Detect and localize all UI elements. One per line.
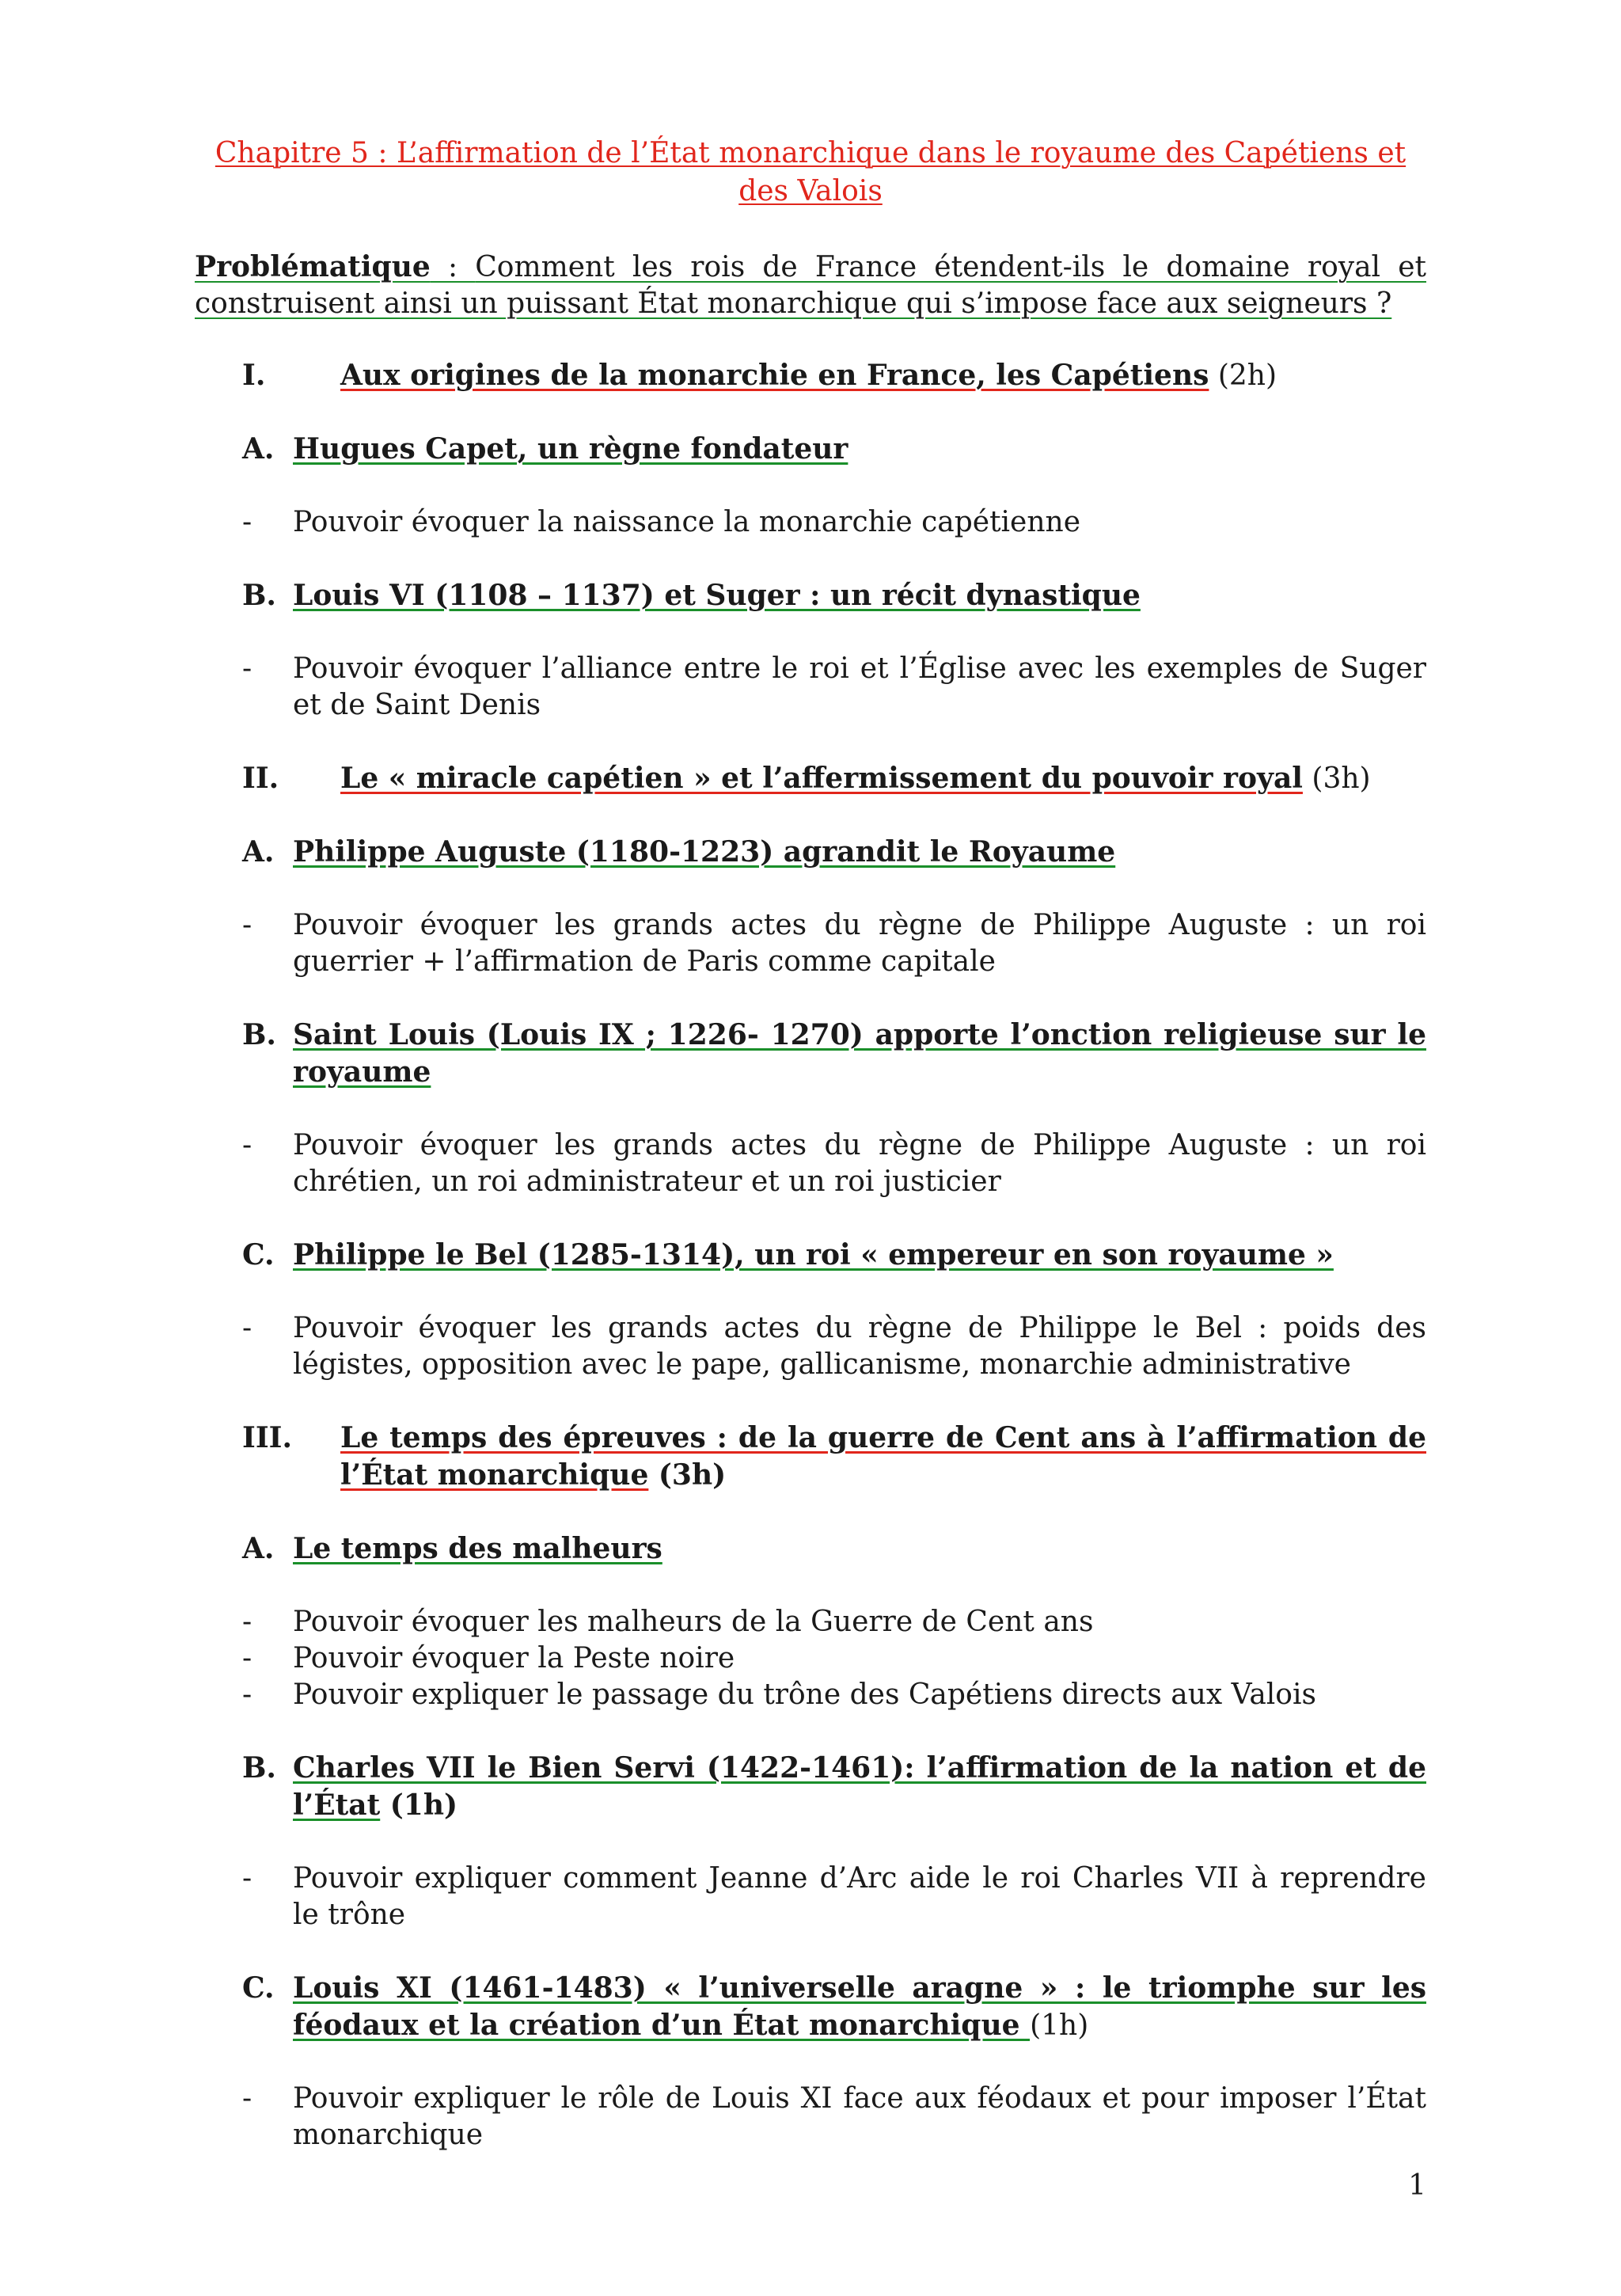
subsection-duration: (1h) [380,1789,458,1822]
list-item: - Pouvoir expliquer le rôle de Louis XI face aux féodaux et pour imposer l’État monarchique [242,2082,1426,2151]
section-number: I. [242,359,266,392]
subsection-heading [242,1017,1426,1091]
subsection-heading [242,1237,1426,1274]
list-item: - Pouvoir évoquer les malheurs de la Guerre de Cent ans [242,1606,1094,1638]
list-item: - Pouvoir évoquer la naissance la monarchie capétienne [242,506,1081,538]
chapter-title: Chapitre 5 : L’affirmation de l’État monarchique dans le royaume des Capétiens et des Valois [214,137,1407,207]
bullet-list [242,1861,1426,1933]
list-item: - Pouvoir évoquer la Peste noire [242,1642,735,1674]
subsection-heading [242,1530,1426,1568]
subsection-title: Louis VI (1108 – 1137) et Suger : un récit dynastique [293,579,1141,612]
subsection-title: Le temps des malheurs [293,1532,662,1565]
bullet-list [242,907,1426,980]
subsection-letter: B. [242,1018,276,1051]
section-number: II. [242,762,279,795]
list-item: - Pouvoir évoquer l’alliance entre le roi et l’Église avec les exemples de Suger et de Saint Denis [242,652,1426,721]
problematique-label: Problématique [195,250,431,283]
bullet-list [242,1127,1426,1200]
bullet-list [242,504,1426,541]
subsection-letter: C. [242,1238,275,1272]
subsection-letter: A. [242,432,275,466]
subsection-heading [242,1750,1426,1824]
list-item: - Pouvoir évoquer les grands actes du règne de Philippe Auguste : un roi chrétien, un roi administrateur et un roi justicier [242,1129,1426,1198]
bullet-list [242,651,1426,724]
section-duration: (3h) [1302,762,1371,795]
subsection-title: Saint Louis (Louis IX ; 1226- 1270) apporte l’onction religieuse sur le royaume [293,1018,1426,1089]
subsection-title: Philippe Auguste (1180-1223) agrandit le Royaume [293,835,1116,869]
section-heading [242,357,1426,394]
bullet-list [242,1310,1426,1383]
problematique-text: Comment les rois de France étendent-ils le domaine royal et construisent ainsi un puissant État monarchique qui s’impose face aux seigneurs ? [195,251,1426,320]
section-duration: (2h) [1209,359,1277,392]
subsection-heading [242,1970,1426,2044]
subsection-heading [242,577,1426,614]
section-heading [242,760,1426,797]
subsection-letter: A. [242,1532,275,1565]
subsection-letter: B. [242,1751,276,1785]
section-title: Aux origines de la monarchie en France, les Capétiens [340,359,1209,392]
subsection-title: Charles VII le Bien Servi (1422-1461): l’affirmation de la nation et de l’État [293,1751,1426,1822]
list-item: - Pouvoir expliquer le passage du trône des Capétiens directs aux Valois [242,1678,1316,1711]
list-item: - Pouvoir évoquer les grands actes du règne de Philippe Auguste : un roi guerrier + l’affirmation de Paris comme capitale [242,909,1426,978]
section-heading [242,1420,1426,1494]
subsection-title: Louis XI (1461-1483) « l’universelle aragne » : le triomphe sur les féodaux et la création d’un État monarchique [293,1971,1426,2042]
list-item: - Pouvoir expliquer comment Jeanne d’Arc aide le roi Charles VII à reprendre le trône [242,1862,1426,1931]
section-title: Le « miracle capétien » et l’affermissement du pouvoir royal [340,762,1303,795]
subsection-heading [242,834,1426,871]
section-number: III. [242,1421,293,1454]
subsection-duration: (1h) [1030,2009,1089,2042]
subsection-title: Hugues Capet, un règne fondateur [293,432,848,466]
section-duration: (3h) [648,1458,727,1492]
subsection-letter: A. [242,835,275,869]
list-item: - Pouvoir évoquer les grands actes du règne de Philippe le Bel : poids des légistes, opposition avec le pape, gallicanisme, monarchie administrative [242,1312,1426,1381]
subsection-letter: C. [242,1971,275,2005]
section-title: Le temps des épreuves : de la guerre de Cent ans à l’affirmation de l’État monarchique [340,1421,1426,1492]
bullet-list [242,2081,1426,2153]
subsection-title: Philippe le Bel (1285-1314), un roi « empereur en son royaume » [293,1238,1334,1272]
subsection-heading [242,431,1426,468]
problematique [195,249,1426,322]
problematique-sep: : [430,251,476,283]
subsection-letter: B. [242,579,276,612]
page-number: 1 [1408,2169,1426,2202]
bullet-list [242,1604,1426,1713]
